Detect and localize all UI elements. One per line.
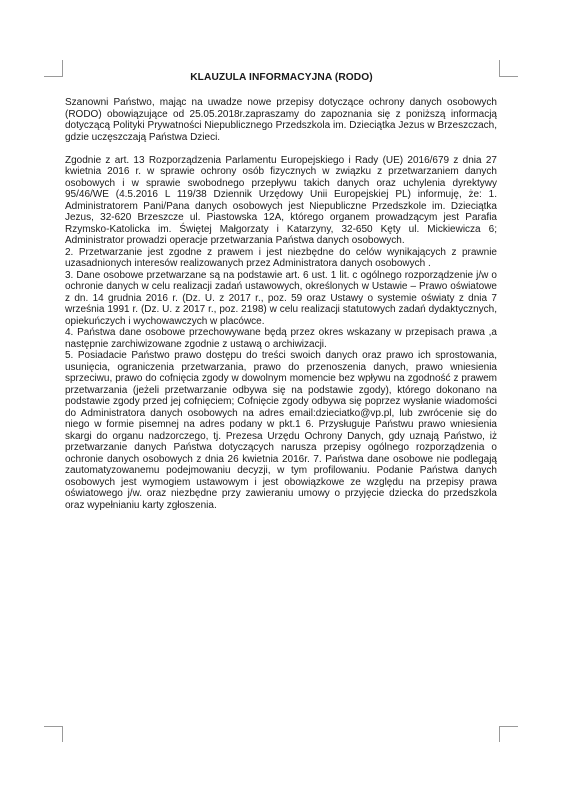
document-body xyxy=(65,97,497,511)
crop-mark-bottom-left xyxy=(44,726,63,727)
crop-mark-bottom-left xyxy=(62,726,63,742)
clause-3-paragraph: 3. Dane osobowe przetwarzane są na podstawie art. 6 ust. 1 lit. c ogólnego rozporządzenie j/w o ochronie danych w celu realizacji zadań ustawowych, określonych w Ustawie – Prawo oświatowe z dn. 14 grudnia 2016 r. (Dz. U. z 2017 r., poz. 59 oraz Ustawy o systemie oświaty z dnia 7 września 1991 r. (Dz. U. z 2017 r., poz. 2198) w celu realizacji statutowych zadań dydaktycznych, opiekuńczych i wychowawczych w placówce. xyxy=(65,269,497,327)
intro-paragraph: Szanowni Państwo, mając na uwadze nowe przepisy dotyczące ochrony danych osobowych (RODO) obowiązujące od 25.05.2018r.zapraszamy do zapoznania się z poniższą informacją dotyczącą Polityki Prywatności Niepublicznego Przedszkola im. Dzieciątka Jezus w Brzeszczach, gdzie uczęszczają Państwa Dzieci. xyxy=(65,97,497,143)
document-title: KLAUZULA INFORMACYJNA (RODO) xyxy=(190,72,373,83)
clause-4-paragraph: 4. Państwa dane osobowe przechowywane będą przez okres wskazany w przepisach prawa ,a następnie zarchiwizowane zgodnie z ustawą o archiwizacji. xyxy=(65,327,497,350)
legal-basis-paragraph: Zgodnie z art. 13 Rozporządzenia Parlamentu Europejskiego i Rady (UE) 2016/679 z dnia 27 kwietnia 2016 r. w sprawie ochrony osób fizycznych w związku z przetwarzaniem danych osobowych i w sprawie swobodnego przepływu takich danych oraz uchylenia dyrektywy 95/46/WE (4.5.2016 L 119/38 Dziennik Urzędowy Unii Europejskiej PL) informuję, że: 1. Administratorem Pani/Pana danych osobowych jest Niepubliczne Przedszkole im. Dzieciątka Jezus, 32-620 Brzeszcze ul. Piastowska 12A, którego organem prowadzącym jest Parafia Rzymsko-Katolicka im. Świętej Małgorzaty i Katarzyny, 32-650 Kęty ul. Mickiewicza 6; Administrator prowadzi operacje przetwarzania Państwa danych osobowych. xyxy=(65,154,497,246)
crop-mark-bottom-right xyxy=(499,726,518,727)
clause-5-paragraph: 5. Posiadacie Państwo prawo dostępu do treści swoich danych oraz prawo ich sprostowania, usunięcia, ograniczenia przetwarzania, prawo do przenoszenia danych, prawo wniesienia sprzeciwu, prawo do cofnięcia zgody w dowolnym momencie bez wpływu na zgodność z prawem przetwarzania (jeżeli przetwarzanie odbywa się na podstawie zgody), którego dokonano na podstawie zgody przed jej cofnięciem; Cofnięcie zgody odbywa się poprzez wysłanie wiadomości do Administratora danych osobowych na adres email:dzieciatko@vp.pl, lub zwrócenie się do niego w formie pisemnej na adres podany w pkt.1 6. Przysługuje Państwu prawo wniesienia skargi do organu nadzorczego, tj. Prezesa Urzędu Ochrony Danych, gdy uznają Państwo, iż przetwarzanie danych Państwa dotyczących narusza przepisy ogólnego rozporządzenia o ochronie danych osobowych z dnia 26 kwietnia 2016r. 7. Państwa dane osobowe nie podlegają zautomatyzowanemu podejmowaniu decyzji, w tym profilowaniu. Podanie Państwa danych osobowych jest wymogiem ustawowym i jest obowiązkowe ze względu na przepisy prawa oświatowego j/w. oraz niezbędne przy zawieraniu umowy o przyjęcie dziecka do przedszkola oraz wypełnianiu karty zgłoszenia. xyxy=(65,350,497,511)
crop-mark-bottom-right xyxy=(499,726,500,742)
clause-2-paragraph: 2. Przetwarzanie jest zgodne z prawem i jest niezbędne do celów wynikających z prawnie uzasadnionych interesów realizowanych przez Administratora danych osobowych . xyxy=(65,246,497,269)
